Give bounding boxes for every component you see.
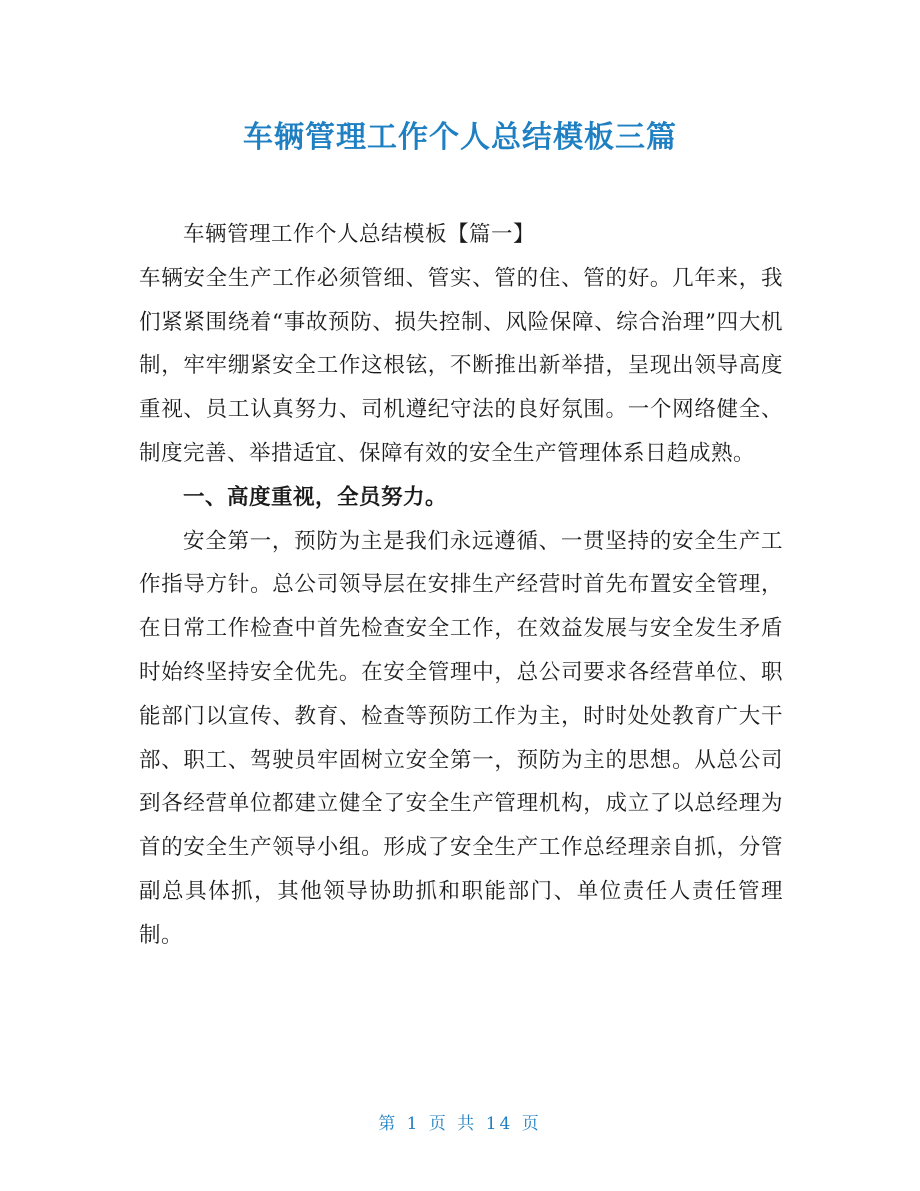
section-heading: 一、高度重视，全员努力。 [183,484,448,510]
section-subtitle: 车辆管理工作个人总结模板【篇一】 [183,222,536,247]
document-body [139,213,783,958]
page-footer [0,1112,920,1136]
document-title: 车辆管理工作个人总结模板三篇 [243,120,677,155]
footer-middle: 页 共 [428,1114,478,1134]
footer-prefix: 第 [378,1114,399,1134]
intro-paragraph: 车辆安全生产工作必须管细、管实、管的住、管的好。几年来，我们紧紧围绕着“事故预防、损失控制、风险保障、综合治理”四大机制，牢牢绷紧安全工作这根铉，不断推出新举措，呈现出领导高度重视、员工认真努力、司机遵纪守法的良好氛围。一个网络健全、制度完善、举措适宜、保障有效的安全生产管理体系日趋成熟。 [139,265,783,466]
footer-suffix: 页 [521,1114,542,1134]
footer-current-page: 1 [406,1114,421,1134]
body-paragraph: 安全第一，预防为主是我们永远遵循、一贯坚持的安全生产工作指导方针。总公司领导层在安排生产经营时首先布置安全管理，在日常工作检查中首先检查安全工作，在效益发展与安全发生矛盾时始终坚持安全优先。在安全管理中，总公司要求各经营单位、职能部门以宣传、教育、检查等预防工作为主，时时处处教育广大干部、职工、驾驶员牢固树立安全第一，预防为主的思想。从总公司到各经营单位都建立健全了安全生产管理机构，成立了以总经理为首的安全生产领导小组。形成了安全生产工作总经理亲自抓，分管副总具体抓，其他领导协助抓和职能部门、单位责任人责任管理制。 [139,528,783,948]
footer-total-pages: 14 [485,1114,514,1134]
